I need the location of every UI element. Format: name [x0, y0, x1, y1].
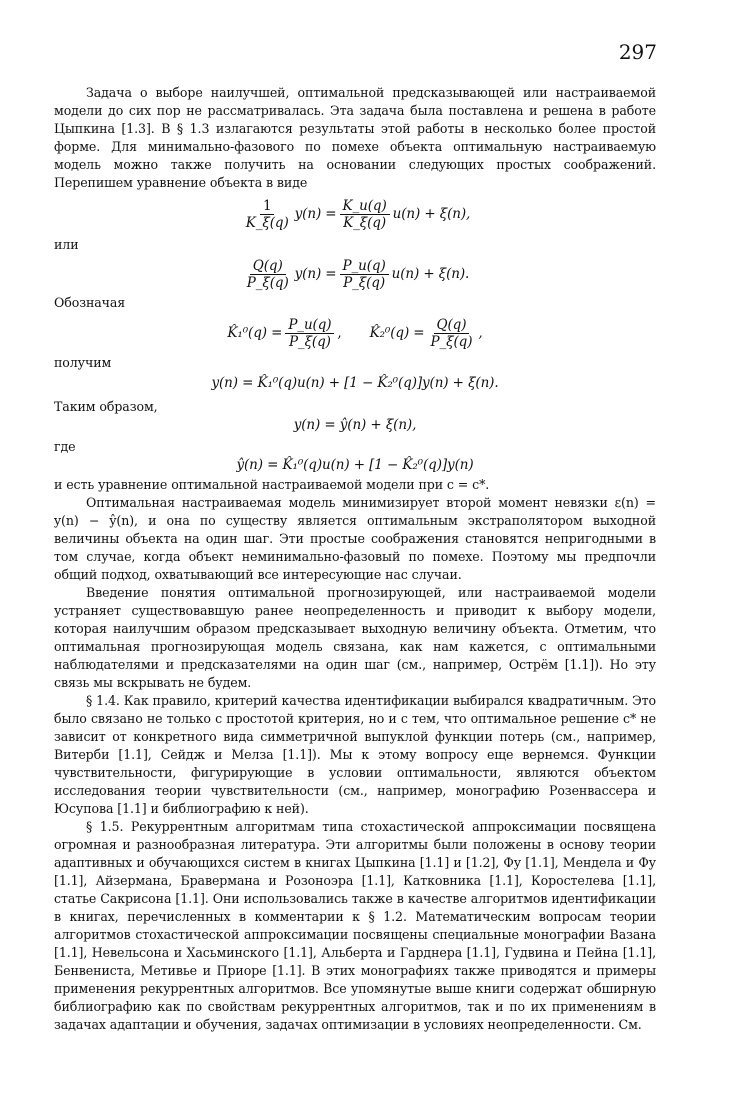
- eq3-tail: ,: [478, 325, 483, 341]
- word-takim-obrazom: Таким образом,: [54, 399, 158, 414]
- word-ili: или: [54, 237, 79, 252]
- eq3-b-fraction: [428, 317, 476, 350]
- page-number: 297: [618, 40, 657, 64]
- eq1-lhs-num: 1: [260, 198, 275, 215]
- eq1-lhs-fraction: [243, 198, 292, 231]
- eq1-rhs-num: K_u(q): [340, 198, 390, 215]
- eq1-lhs-den: K_ξ(q): [245, 214, 289, 231]
- paragraph-intro: Задача о выборе наилучшей, оптимальной предсказывающей или настраиваемой модели до сих пор не рассматривалась. Эта задача была поставлена и решена в работе Цыпкина [1.3]. В § 1.3 излагаются результаты этой работы в несколько более простой форме. Для минимально-фазового по помехе объекта оптимальную настраиваемую модель можно также получить на основании следующих простых соображений. Перепишем уравнение объекта в виде: [54, 85, 656, 190]
- eq3-a-num: P_u(q): [285, 317, 334, 334]
- eq2-lhs-num: Q(q): [250, 258, 286, 275]
- eq2-lhs-fraction: [244, 258, 292, 291]
- page-body: [54, 84, 656, 1034]
- eq2-rhs-num: P_u(q): [340, 258, 389, 275]
- equation-1: [54, 192, 656, 236]
- eq3-a-lhs: K̂₁⁰(q) =: [227, 325, 283, 341]
- equation-6: ŷ(n) = K̂₁⁰(q)u(n) + [1 − K̂₂⁰(q)]y(n): [236, 457, 474, 473]
- equation-4: y(n) = K̂₁⁰(q)u(n) + [1 − K̂₂⁰(q)]y(n) + ξ(n).: [211, 375, 499, 391]
- equation-5: y(n) = ŷ(n) + ξ(n),: [293, 417, 417, 433]
- paragraph-forecast-model: Введение понятия оптимальной прогнозирующей, или настраиваемой модели устраняет существовавшую ранее неопределенность и приводит к выбору модели, которая наилучшим образом предсказывает выходную величину объекта. Отметим, что оптимальная прогнозирующая модель связана, как нам кажется, с оптимальными наблюдателями и предсказателями на один шаг (см., например, Острём [1.1]). Но эту связь мы вскрывать не будем.: [54, 585, 656, 690]
- eq3-b-den: P_ξ(q): [430, 333, 473, 350]
- eq1-rhs-den: K_ξ(q): [343, 214, 386, 231]
- paragraph-section-1-5: § 1.5. Рекуррентным алгоритмам типа стохастической аппроксимации посвящена огромная и разнообразная литература. Эти алгоритмы были положены в основу теории адаптивных и обучающихся систем в книгах Цыпкина [1.1] и [1.2], Фу [1.1], Мендела и Фу [1.1], Айзермана, Бравермана и Розоноэра [1.1], Катковника [1.1], Коростелева [1.1], статье Сакрисона [1.1]. Они использовались также в качестве алгоритмов идентификации в книгах, перечисленных в комментарии к § 1.2. Математическим вопросам теории алгоритмов стохастической аппроксимации посвящены специальные монографии Вазана [1.1], Невельсона и Хасьминского [1.1], Альберта и Гарднера [1.1], Гудвина и Пейна [1.1], Бенвениста, Метивье и Приоре [1.1]. В этих монографиях также приводятся и примеры применения рекуррентных алгоритмов. Все упомянутые выше книги содержат обширную библиографию как по свойствам рекуррентных алгоритмов, так и по их применениям в задачах адаптации и обучения, задачах оптимизации в условиях неопределенности. См.: [54, 819, 656, 1032]
- eq3-b-lhs: K̂₂⁰(q) =: [369, 325, 425, 341]
- word-oboznachaya: Обозначая: [54, 295, 126, 310]
- word-poluchim: получим: [54, 355, 112, 370]
- eq2-rhs-den: P_ξ(q): [343, 274, 385, 291]
- paragraph-model-equation: и есть уравнение оптимальной настраиваемой модели при c = c*.: [54, 477, 490, 492]
- eq1-mid: y(n) =: [294, 206, 337, 222]
- paragraph-section-1-4: § 1.4. Как правило, критерий качества идентификации выбирался квадратичным. Это было связано не только с простотой критерия, но и с тем, что оптимальное решение c* не зависит от конкретного вида симметричной выпуклой функции потерь (см., например, Витерби [1.1], Сейдж и Мелза [1.1]). Мы к этому вопросу еще вернемся. Функции чувствительности, фигурирующие в условии оптимальности, являются объектом исследования теории чувствительности (см., например, монографию Розенвассера и Юсупова [1.1] и библиографию к ней).: [54, 693, 656, 816]
- eq1-rhs-fraction: [340, 198, 390, 231]
- equation-2: [54, 254, 656, 294]
- paragraph-optimal-model: Оптимальная настраиваемая модель минимизирует второй момент невязки ε(n) = y(n) − ŷ(n), и она по существу является оптимальным экстраполятором выходной величины объекта на один шаг. Эти простые соображения становятся непригодными в том случае, когда объект неминимально-фазовый по помехе. Поэтому мы предпочли общий подход, охватывающий все интересующие нас случаи.: [54, 495, 656, 582]
- equation-3: K̂₁⁰(q) = $\frac{P\_u(q)}{P\_\xi(q)}$ , K̂₂⁰(q) = $\frac{Q(q)}{P\_\xi(q)}$ ,: [227, 316, 483, 350]
- eq3-b-num: Q(q): [434, 317, 470, 334]
- word-gde: где: [54, 439, 76, 454]
- eq2-rhs-fraction: [340, 258, 389, 291]
- eq2-mid: y(n) =: [294, 266, 337, 282]
- eq2-tail: u(n) + ξ(n).: [391, 266, 470, 282]
- eq2-lhs-den: P_ξ(q): [246, 274, 289, 291]
- eq3-a-den: P_ξ(q): [288, 333, 331, 350]
- eq1-tail: u(n) + ξ(n),: [392, 206, 471, 222]
- eq3-a-fraction: [285, 317, 334, 350]
